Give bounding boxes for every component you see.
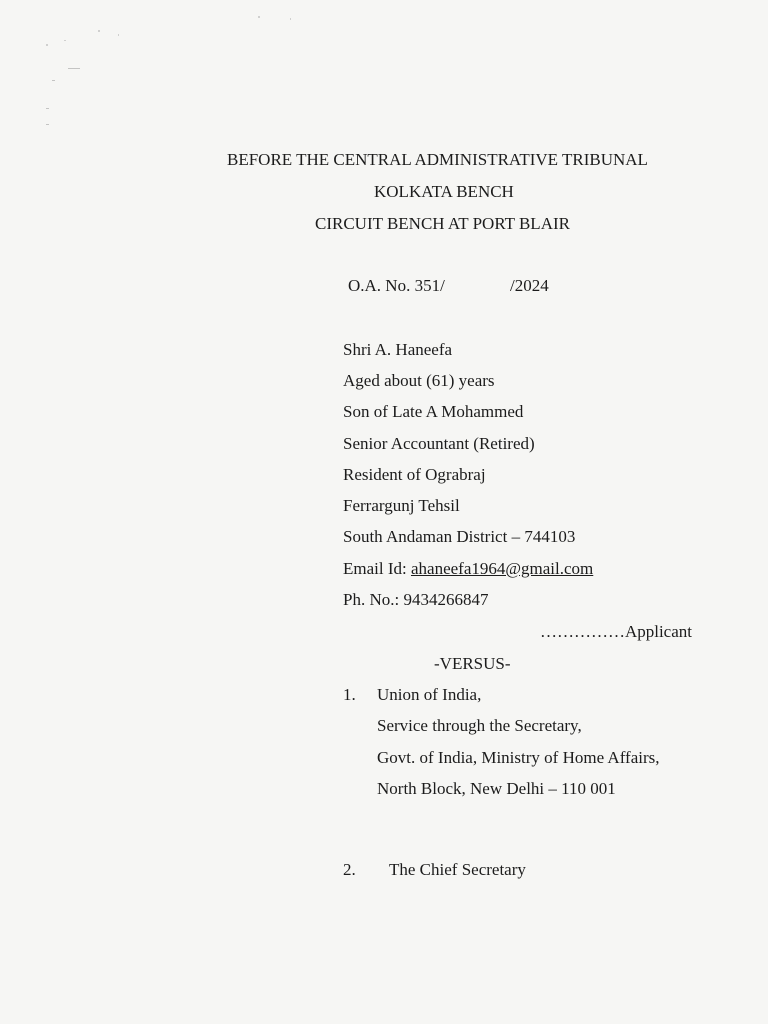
scan-speck — [98, 30, 100, 32]
email-link[interactable]: ahaneefa1964@gmail.com — [410, 559, 594, 578]
applicant-district: South Andaman District – 744103 — [343, 527, 576, 546]
respondent-1-line: Govt. of India, Ministry of Home Affairs, — [377, 748, 660, 767]
applicant-age: Aged about (61) years — [343, 371, 495, 390]
scan-speck — [64, 40, 66, 41]
circuit-bench-heading: CIRCUIT BENCH AT PORT BLAIR — [315, 214, 570, 233]
applicant-name: Shri A. Haneefa — [343, 340, 453, 359]
applicant-role-label: ……………Applicant — [539, 622, 692, 641]
scan-speck — [46, 124, 49, 125]
bench-heading: KOLKATA BENCH — [374, 182, 514, 201]
scan-speck — [68, 68, 80, 69]
scan-speck — [118, 34, 119, 36]
scan-speck — [46, 44, 48, 46]
respondent-2-number: 2. — [343, 860, 356, 879]
respondent-1-line: Service through the Secretary, — [377, 716, 582, 735]
versus-heading: -VERSUS- — [434, 654, 511, 673]
applicant-phone: Ph. No.: 9434266847 — [343, 590, 489, 609]
respondent-1-line: North Block, New Delhi – 110 001 — [377, 779, 616, 798]
scan-speck — [52, 80, 55, 81]
applicant-email-line — [343, 559, 593, 579]
respondent-1-number: 1. — [343, 685, 356, 704]
scan-speck — [258, 16, 260, 18]
email-label: Email Id: — [343, 559, 411, 578]
scan-speck — [46, 108, 49, 109]
applicant-residence: Resident of Ograbraj — [343, 465, 486, 484]
respondent-1-line: Union of India, — [377, 685, 482, 704]
scan-speck — [290, 18, 291, 20]
applicant-parentage: Son of Late A Mohammed — [343, 402, 524, 421]
respondent-2-line: The Chief Secretary — [389, 860, 526, 879]
applicant-tehsil: Ferrargunj Tehsil — [343, 496, 460, 515]
case-number-year: /2024 — [510, 276, 549, 295]
applicant-designation: Senior Accountant (Retired) — [343, 434, 535, 453]
case-number-prefix: O.A. No. 351/ — [348, 276, 445, 295]
tribunal-heading: BEFORE THE CENTRAL ADMINISTRATIVE TRIBUNAL — [227, 150, 648, 169]
